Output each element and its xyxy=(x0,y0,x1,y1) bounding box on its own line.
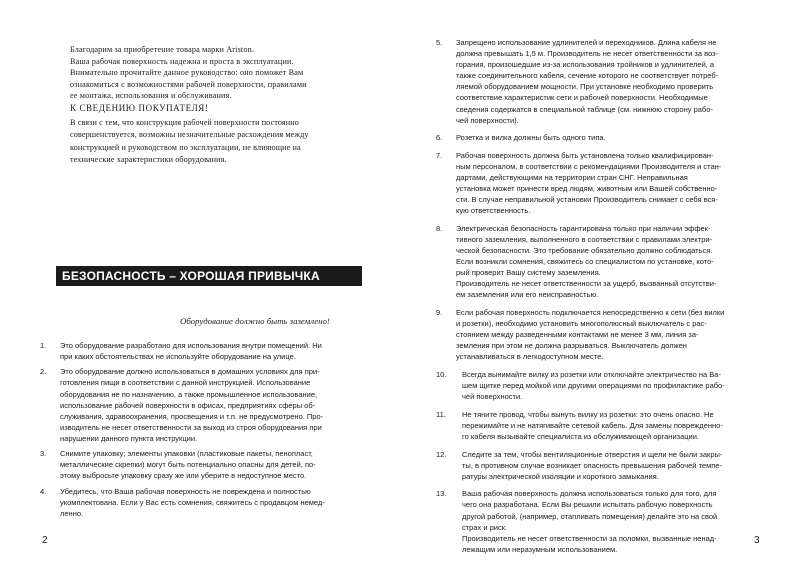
safety-list-right xyxy=(436,37,782,561)
intro-text xyxy=(70,44,360,102)
list-item xyxy=(40,340,362,362)
item-number: 9. xyxy=(436,308,443,318)
item-line: сти. В случае неправильной установки Производитель снимает с себя вся- xyxy=(456,195,718,205)
item-line: ным персоналом, в соответствии с рекомендациями Производителя и стан- xyxy=(456,161,722,171)
section-title-banner: БЕЗОПАСНОСТЬ – ХОРОШАЯ ПРИВЫЧКА xyxy=(56,266,362,286)
intro-line: Внимательно прочитайте данное руководство: оно поможет Вам xyxy=(70,68,304,78)
item-line: страх и риск. xyxy=(462,522,508,532)
item-number: 10. xyxy=(436,370,447,380)
item-line: ленно. xyxy=(60,508,84,518)
item-line: ляемой оборудованием мощности. При установке необходимо проверить xyxy=(456,82,714,92)
item-number: 12. xyxy=(436,449,447,459)
item-line: Убедитесь, что Ваша рабочая поверхность не повреждена и полностью xyxy=(60,486,311,496)
item-line: оборудования не по назначению, а также промышленное использование, xyxy=(60,389,318,399)
list-item xyxy=(40,486,362,519)
item-line: Ваша рабочая поверхность должна использоваться только для того, для xyxy=(462,489,717,499)
item-line: Производитель не несет ответственности за ущерб, вызванный отсутстви- xyxy=(456,279,717,289)
item-line: Снимите упаковку; элементы упаковки (пластиковые пакеты, пенопласт, xyxy=(60,449,313,459)
item-number: 1. xyxy=(40,341,47,350)
list-item xyxy=(436,409,782,442)
item-line: рый проверит Вашу систему заземления. xyxy=(456,268,601,278)
right-page xyxy=(406,0,812,583)
item-line: дартами, действующими на территории стран СНГ. Неправильная xyxy=(456,173,688,183)
item-number: 7. xyxy=(436,150,443,160)
list-item xyxy=(436,449,782,482)
item-line: ческой безопасности. Это требование обязательно должно соблюдаться. xyxy=(456,246,713,256)
item-line: и розетки), необходимо установить многополюсный выключатель с рас- xyxy=(456,319,707,329)
item-line: го кабеля вызывайте специалиста из обслуживающей организации. xyxy=(462,432,700,441)
item-line: Не тяните провод, чтобы вынуть вилку из розетки: это очень опасно. Не xyxy=(462,409,714,419)
page-number: 3 xyxy=(754,535,760,546)
item-line: чей поверхности). xyxy=(456,115,519,125)
item-line: шем щитке перед мойкой или другими операциями по профилактике рабо- xyxy=(462,381,725,391)
item-line: Это оборудование должно использоваться в домашних условиях для при- xyxy=(60,367,320,377)
item-line: при каких обстоятельствах не используйте оборудование на улице. xyxy=(60,352,296,362)
notice-line: совершенствуется, возможны незначительные расхождения между xyxy=(70,130,309,140)
item-line: ратуры электрической изоляции и короткого замыкания. xyxy=(462,471,659,481)
section-subtitle: Оборудование должно быть заземлено! xyxy=(180,316,330,326)
item-line: Запрещено использование удлинителей и переходников. Длина кабеля не xyxy=(456,38,717,47)
item-line: этому выбросьте упаковку сразу же или уберите в недоступное место. xyxy=(60,471,307,481)
item-line: установка может принести вред людям, животным или Вашей собственно- xyxy=(456,184,718,194)
item-line: горания, произошедшие из-за использования тройников и удлинителей, а xyxy=(456,60,715,70)
item-line: стоянием между разведенными контактами не менее 3 мм, линия за- xyxy=(456,330,699,340)
item-line: Это оборудование разработано для использования внутри помещений. Ни xyxy=(60,341,322,350)
list-item xyxy=(436,150,782,217)
item-line: Розетка и вилка должны быть одного типа. xyxy=(456,133,606,143)
item-line: устанавливаться в легкодоступном месте. xyxy=(456,352,604,362)
item-line: земления при этом не должна разрываться. Выключатель должен xyxy=(456,341,687,351)
item-line: Следите за тем, чтобы вентиляционные отверстия и щели не были закры- xyxy=(462,449,723,459)
list-item xyxy=(40,366,362,444)
item-line: готовления пищи в соответствии с данной инструкцией. Использование xyxy=(60,378,311,388)
notice-text xyxy=(70,117,365,167)
item-line: Если рабочая поверхность подключается непосредственно к сети (без вилки xyxy=(456,308,725,318)
item-line: ем заземления или его неисправностью. xyxy=(456,290,599,300)
intro-line: Благодарим за приобретение товара марки Ariston. xyxy=(70,45,255,54)
item-line: Электрическая безопасность гарантирована только при наличии эффек- xyxy=(456,223,711,233)
item-number: 2. xyxy=(40,367,47,377)
item-number: 11. xyxy=(436,409,446,419)
item-line: другой работой, (например, отапливать помещения) делайте это на свой xyxy=(462,511,718,521)
list-item xyxy=(436,488,782,555)
item-number: 13. xyxy=(436,489,447,499)
item-line: кую ответственность. xyxy=(456,206,531,216)
item-line: металлические скрепки) могут быть потенциально опасны для детей, по- xyxy=(60,460,316,470)
item-line: Всегда вынимайте вилку из розетки или отключайте электричество на Ва- xyxy=(462,370,721,380)
item-line: соответствие характеристик сети и рабочей поверхности. Необходимые xyxy=(456,93,708,103)
notice-heading: К СВЕДЕНИЮ ПОКУПАТЕЛЯ! xyxy=(70,103,209,113)
item-line: ты, в противном случае возникает опасность превышения рабочей темпе- xyxy=(462,460,722,470)
item-line: нарушении данного пункта инструкции. xyxy=(60,433,198,443)
item-line: чего она разработана. Если Вы решили испытать рабочую поверхность xyxy=(462,500,713,510)
list-item xyxy=(436,37,782,126)
notice-line: технические характеристики оборудования. xyxy=(70,155,227,165)
intro-line: ознакомиться с возможностями рабочей поверхности, правилами xyxy=(70,79,307,89)
notice-line: В связи с тем, что конструкция рабочей поверхности постоянно xyxy=(70,118,299,127)
item-line: тивного заземления, выполненного в соответствии с правилами электри- xyxy=(456,235,713,244)
item-line: также соединительного кабеля, сечение которого не соответствует потреб- xyxy=(456,71,719,81)
page-number: 2 xyxy=(42,535,48,546)
item-number: 3. xyxy=(40,449,47,459)
item-line: должна превышать 1,5 м. Производитель не несет ответственности за воз- xyxy=(456,49,719,59)
item-number: 8. xyxy=(436,223,443,233)
item-line: Производитель не несет ответственности за поломки, вызванные ненад- xyxy=(462,533,717,543)
item-line: сведения содержатся в специальной таблице (см. нижнюю сторону рабо- xyxy=(456,104,713,114)
item-line: служивания, здравоохранения, просвещения и т.п. не предусмотрено. Про- xyxy=(60,411,324,421)
safety-list-left xyxy=(40,340,362,523)
item-number: 4. xyxy=(40,486,47,496)
item-number: 6. xyxy=(436,133,443,143)
list-item xyxy=(40,448,362,481)
intro-line: ее монтажа, использования и обслуживания. xyxy=(70,91,232,101)
list-item xyxy=(436,307,782,362)
item-line: изводитель не несет ответственности за выход из строя оборудования при xyxy=(60,422,322,432)
list-item xyxy=(436,369,782,402)
item-line: лежащим или неразумным использованием. xyxy=(462,544,618,554)
item-line: укомплектована. Если у Вас есть сомнения, свяжитесь с продавцом немед- xyxy=(60,497,325,507)
item-line: использование рабочей поверхности в офисах, предприятиях сферы об- xyxy=(60,400,316,410)
item-line: пережимайте и не натягивайте сетевой кабель. Для замены поврежденно- xyxy=(462,420,723,430)
item-line: чей поверхности. xyxy=(462,392,523,402)
list-item xyxy=(436,132,782,143)
item-number: 5. xyxy=(436,38,443,47)
notice-line: конструкцией и руководством по эксплуатации, не влияющие на xyxy=(70,142,301,152)
item-line: Если возникли сомнения, свяжитесь со специалистом по установке, кото- xyxy=(456,257,714,267)
item-line: Рабочая поверхность должна быть установлена только квалифицирован- xyxy=(456,150,714,160)
intro-line: Ваша рабочая поверхность надежна и проста в эксплуатации. xyxy=(70,56,294,66)
list-item xyxy=(436,223,782,301)
